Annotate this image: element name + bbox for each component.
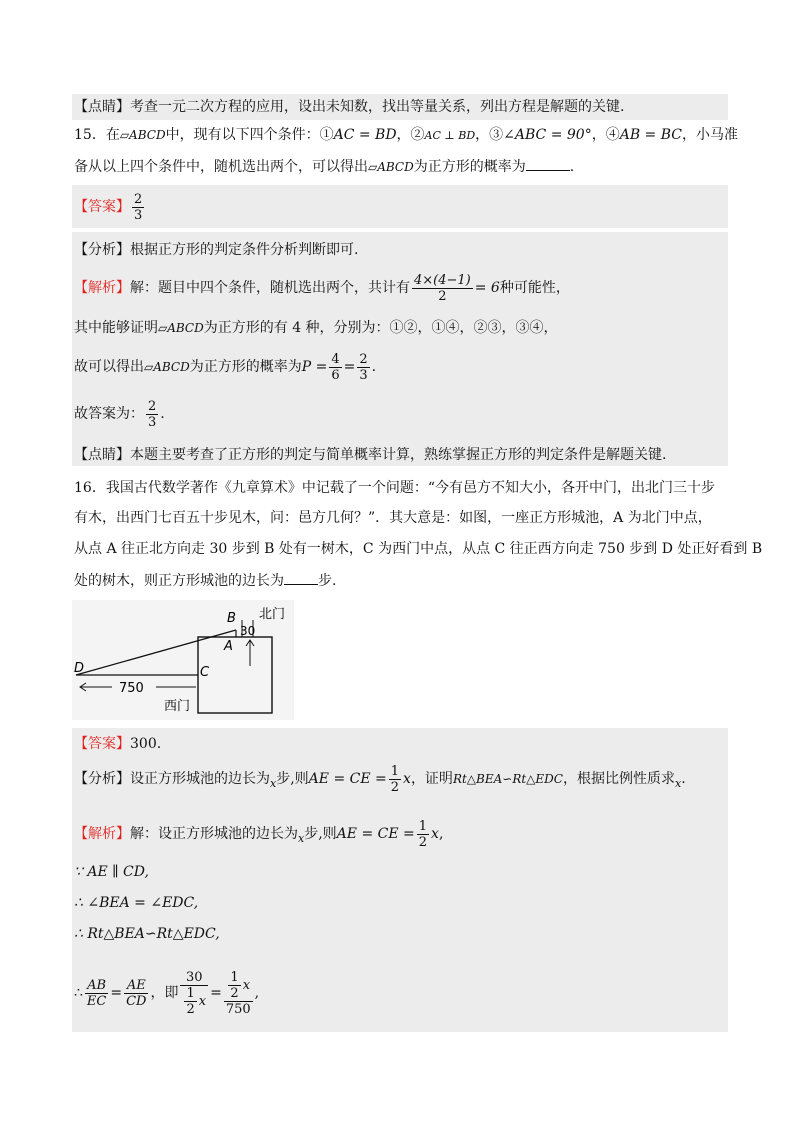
jiexi-text: 种可能性， bbox=[499, 280, 570, 296]
dianjing-text: 考查一元二次方程的应用，设出未知数，找出等量关系，列出方程是解题的关键. bbox=[130, 99, 625, 115]
q14-dianjing-line bbox=[74, 97, 624, 117]
stem-text: 16．我国古代数学著作《九章算术》中记载了一个问题：“今有邑方不知大小，各开中门，出北门三十步 bbox=[74, 480, 715, 496]
q15-answer-bg bbox=[72, 185, 728, 228]
equation: = 6 bbox=[474, 280, 500, 296]
q15-fenxi-line bbox=[74, 240, 358, 260]
numerator: 4×(4−1) bbox=[414, 272, 471, 288]
fraction-2-3 bbox=[357, 352, 369, 383]
equals: = bbox=[210, 985, 222, 1001]
numerator: 1 bbox=[230, 969, 239, 985]
fraction-30-halfx bbox=[180, 970, 208, 1017]
stem-text: 从点 A 往正北方向走 30 步到 B 处有一树木，C 为西门中点，从点 C 往正西方向走 750 步到 D 处正好看到 B bbox=[74, 541, 763, 557]
stem-text: ，② bbox=[396, 127, 425, 143]
stem-text: 有木，出西门七百五十步见木，问：邑方几何？”．其大意是：如图，一座正方形城池，A 为北门中点， bbox=[74, 510, 712, 526]
condition-3: ∠ABC = 90° bbox=[503, 127, 592, 143]
denominator: 2 bbox=[230, 985, 239, 1001]
fenxi-text: 根据正方形的判定条件分析判断即可. bbox=[130, 242, 359, 258]
nested-half bbox=[228, 970, 240, 1001]
equals: = bbox=[343, 359, 356, 375]
variable-x: x bbox=[242, 977, 251, 993]
label-B: B bbox=[227, 611, 236, 626]
numerator: 1 bbox=[186, 985, 195, 1001]
jiexi-text: 故可以得出 bbox=[74, 359, 144, 375]
numerator: 2 bbox=[148, 398, 157, 414]
numerator bbox=[224, 970, 253, 1002]
equation: AE = CE = bbox=[336, 826, 415, 842]
q15-stem-line2 bbox=[74, 156, 574, 177]
q16-stem-line4 bbox=[74, 570, 336, 591]
q16-step2 bbox=[74, 893, 198, 913]
q16-answer-line bbox=[74, 734, 161, 754]
answer-blank[interactable] bbox=[526, 156, 570, 171]
condition-4: AB = BC bbox=[619, 127, 682, 143]
denominator: 3 bbox=[134, 207, 143, 223]
jiexi-text: 为正方形的有 4 种，分别为：①②，①④，②③，③④， bbox=[203, 320, 558, 336]
denominator: EC bbox=[86, 993, 107, 1009]
comma: , bbox=[254, 985, 260, 1001]
stem-text: 在 bbox=[105, 127, 120, 143]
denominator: 2 bbox=[418, 834, 428, 850]
denominator: 6 bbox=[331, 367, 340, 383]
dianjing-text: 本题主要考查了正方形的判定与简单概率计算，熟练掌握正方形的判定条件是解题关键. bbox=[130, 447, 667, 463]
numerator: 30 bbox=[180, 970, 208, 986]
dianjing-tag: 【点睛】 bbox=[74, 99, 130, 115]
q15-jiexi-line3 bbox=[74, 349, 376, 385]
step-text: ∵ AE ∥ CD, bbox=[74, 864, 149, 880]
equals: = bbox=[110, 985, 123, 1001]
dianjing-tag: 【点睛】 bbox=[74, 447, 130, 463]
q15-answer-line bbox=[74, 190, 146, 224]
q15-dianjing-line bbox=[74, 445, 666, 465]
fenxi-text: 设正方形城池的边长为 bbox=[130, 771, 270, 787]
jiexi-text: 其中能够证明 bbox=[74, 320, 158, 336]
fraction-4-6 bbox=[329, 352, 341, 383]
label-30: 30 bbox=[240, 624, 256, 638]
label-north-gate: 北门 bbox=[259, 607, 286, 622]
variable-x: x bbox=[403, 771, 411, 787]
parallelogram-symbol: ▱ABCD bbox=[119, 128, 166, 142]
stem-text: 中，现有以下四个条件：① bbox=[165, 127, 334, 143]
period: . bbox=[160, 406, 165, 422]
label-C: C bbox=[200, 665, 210, 680]
equation: AE = CE = bbox=[308, 771, 387, 787]
stem-text: 处的树木，则正方形城池的边长为 bbox=[74, 573, 284, 589]
period: . bbox=[681, 771, 686, 787]
variable-x: x bbox=[674, 777, 682, 790]
stem-text: ，③ bbox=[475, 127, 504, 143]
step-text: ，即 bbox=[150, 985, 179, 1001]
fenxi-tag: 【分析】 bbox=[74, 242, 130, 258]
step-text: ∴ Rt△BEA∽Rt△EDC, bbox=[74, 926, 220, 942]
label-D: D bbox=[74, 661, 85, 676]
jiexi-tag: 【解析】 bbox=[74, 280, 130, 296]
denominator: 750 bbox=[225, 1001, 251, 1017]
denominator: 3 bbox=[148, 414, 157, 430]
condition-1: AC = BD bbox=[333, 127, 397, 143]
q16-fenxi-line bbox=[74, 760, 686, 803]
similarity: Rt△BEA∽Rt△EDC bbox=[452, 772, 563, 786]
half-fraction bbox=[417, 819, 429, 850]
parallelogram-symbol: ▱ABCD bbox=[144, 360, 190, 374]
denominator: 3 bbox=[359, 367, 368, 383]
q16-step1 bbox=[74, 862, 149, 882]
parallelogram-symbol: ▱ABCD bbox=[368, 160, 414, 174]
q16-stem-line2 bbox=[74, 508, 712, 528]
stem-text: 备从以上四个条件中，随机选出两个，可以得出 bbox=[74, 159, 368, 175]
stem-text: . bbox=[569, 159, 575, 175]
nested-half bbox=[184, 986, 196, 1017]
label-A: A bbox=[224, 639, 233, 654]
variable-x: x bbox=[270, 777, 277, 790]
stem-text: ，④ bbox=[591, 127, 620, 143]
condition-2: AC ⊥ BD bbox=[424, 129, 476, 142]
parallelogram-symbol: ▱ABCD bbox=[158, 321, 204, 335]
therefore: ∴ bbox=[74, 985, 83, 1001]
numerator: AE bbox=[124, 978, 148, 994]
stem-text: 步. bbox=[318, 573, 337, 589]
variable-x: x bbox=[298, 832, 305, 845]
city-wall-diagram bbox=[72, 600, 294, 720]
period: . bbox=[371, 359, 377, 375]
denominator: 2 bbox=[186, 1001, 195, 1017]
numerator: 4 bbox=[331, 351, 340, 367]
fenxi-tag: 【分析】 bbox=[74, 771, 130, 787]
jiexi-text: 解：题目中四个条件，随机选出两个，共计有 bbox=[130, 280, 410, 296]
numerator: 2 bbox=[134, 191, 143, 207]
q16-step4 bbox=[74, 958, 259, 1028]
answer-tag: 【答案】 bbox=[74, 199, 130, 215]
numerator: 1 bbox=[390, 763, 400, 779]
probability-symbol: P = bbox=[301, 359, 328, 375]
fenxi-text: ，证明 bbox=[410, 771, 453, 787]
fraction-AE-CD bbox=[124, 978, 148, 1009]
answer-tag: 【答案】 bbox=[74, 736, 130, 752]
answer-fraction bbox=[132, 192, 144, 223]
q16-stem-line3 bbox=[74, 539, 762, 559]
stem-text: ，小马准 bbox=[682, 127, 738, 143]
variable-x: x bbox=[431, 826, 439, 842]
q15-jiexi-line2 bbox=[74, 318, 558, 338]
stem-text: 为正方形的概率为 bbox=[413, 159, 526, 175]
step-text: ∴ ∠BEA = ∠EDC, bbox=[74, 895, 199, 911]
denominator: CD bbox=[126, 993, 147, 1009]
q16-step3 bbox=[74, 924, 220, 944]
q15-stem-line1 bbox=[74, 125, 738, 146]
denominator bbox=[180, 986, 208, 1017]
denominator: 2 bbox=[438, 288, 447, 304]
q16-stem-line1 bbox=[74, 478, 715, 498]
q16-jiexi-line1 bbox=[74, 815, 443, 858]
numerator: 2 bbox=[359, 351, 368, 367]
fraction-halfx-750 bbox=[224, 970, 253, 1017]
jiexi-text: 解：设正方形城池的边长为 bbox=[130, 826, 298, 842]
jiexi-text: 步,则 bbox=[304, 826, 337, 842]
half-fraction bbox=[389, 764, 401, 795]
jiexi-tag: 【解析】 bbox=[74, 826, 130, 842]
question-number: 15． bbox=[74, 127, 106, 143]
combo-fraction bbox=[412, 273, 473, 304]
q15-jiexi-line1 bbox=[74, 270, 570, 306]
fenxi-text: ，根据比例性质求 bbox=[562, 771, 675, 787]
summary-text: 故答案为： bbox=[74, 406, 144, 422]
fraction-AB-EC bbox=[85, 978, 108, 1009]
comma: , bbox=[438, 826, 444, 842]
fenxi-text: 步,则 bbox=[276, 771, 309, 787]
answer-text: 300. bbox=[130, 736, 162, 752]
jiexi-text: 为正方形的概率为 bbox=[189, 359, 302, 375]
label-750: 750 bbox=[119, 681, 144, 696]
numerator: 1 bbox=[418, 818, 428, 834]
denominator: 2 bbox=[390, 779, 400, 795]
variable-x: x bbox=[198, 993, 207, 1009]
label-west-gate: 西门 bbox=[164, 699, 191, 714]
numerator: AB bbox=[85, 978, 108, 994]
q15-answer-summary bbox=[74, 396, 165, 432]
answer-blank[interactable] bbox=[284, 570, 318, 585]
summary-fraction bbox=[146, 399, 158, 430]
